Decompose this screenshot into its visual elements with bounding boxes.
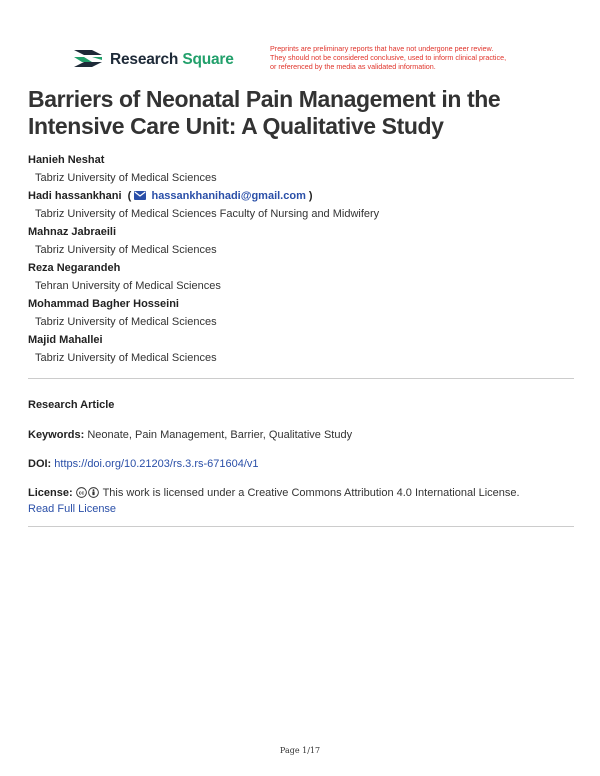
author-name: Hadi hassankhani bbox=[28, 190, 122, 202]
divider bbox=[28, 526, 574, 527]
paper-title: Barriers of Neonatal Pain Management in the Intensive Care Unit: A Qualitative Study bbox=[28, 86, 501, 139]
author-affiliation: Tabriz University of Medical Sciences bbox=[35, 172, 217, 184]
svg-text:cc: cc bbox=[78, 490, 85, 497]
author-entry bbox=[28, 331, 578, 367]
author-affiliation: Tabriz University of Medical Sciences bbox=[35, 244, 217, 256]
author-entry bbox=[28, 223, 578, 259]
keywords-label: Keywords: bbox=[28, 429, 85, 441]
author-name: Reza Negarandeh bbox=[28, 262, 121, 274]
author-name-with-email bbox=[28, 187, 578, 205]
author-name: Mahnaz Jabraeili bbox=[28, 226, 117, 238]
keywords bbox=[28, 427, 574, 443]
logo-text bbox=[110, 51, 234, 69]
doi bbox=[28, 456, 574, 472]
author-name: Majid Mahallei bbox=[28, 334, 103, 346]
author-entry bbox=[28, 295, 578, 331]
preprint-notice bbox=[270, 45, 550, 71]
logo-word-square: Square bbox=[182, 51, 234, 68]
page-number: Page 1/17 bbox=[279, 746, 321, 755]
notice-line: or referenced by the media as validated information. bbox=[270, 61, 436, 71]
article-type: Research Article bbox=[28, 399, 115, 411]
notice-line: Preprints are preliminary reports that have not undergone peer review. bbox=[270, 44, 494, 53]
keywords-value: Neonate, Pain Management, Barrier, Qualitative Study bbox=[87, 429, 353, 441]
license bbox=[28, 485, 574, 517]
license-text: This work is licensed under a Creative Commons Attribution 4.0 International License. bbox=[102, 487, 520, 499]
author-list bbox=[28, 151, 578, 367]
author-affiliation: Tabriz University of Medical Sciences bbox=[35, 316, 217, 328]
doi-label: DOI: bbox=[28, 458, 52, 470]
attribution-icon bbox=[88, 487, 99, 498]
license-label: License: bbox=[28, 487, 73, 499]
author-entry bbox=[28, 151, 578, 187]
author-affiliation: Tehran University of Medical Sciences bbox=[35, 280, 221, 292]
notice-line: They should not be considered conclusive, used to inform clinical practice, bbox=[270, 52, 507, 62]
author-name: Mohammad Bagher Hosseini bbox=[28, 298, 179, 310]
research-square-logo bbox=[74, 46, 234, 74]
read-full-license-link[interactable]: Read Full License bbox=[28, 503, 117, 515]
author-affiliation: Tabriz University of Medical Sciences bbox=[35, 352, 217, 364]
doi-link[interactable]: https://doi.org/10.21203/rs.3.rs-671604/v1 bbox=[54, 458, 259, 470]
email-paren-close: ) bbox=[308, 190, 313, 202]
author-name: Hanieh Neshat bbox=[28, 154, 105, 166]
research-square-logo-icon bbox=[74, 48, 102, 72]
author-email-link[interactable]: hassankhanihadi@gmail.com bbox=[151, 190, 306, 202]
mail-icon bbox=[134, 191, 146, 200]
email-paren-open: ( bbox=[124, 190, 132, 202]
divider bbox=[28, 378, 574, 379]
author-affiliation: Tabriz University of Medical Sciences Faculty of Nursing and Midwifery bbox=[35, 208, 380, 220]
logo-word-research: Research bbox=[110, 51, 179, 68]
author-entry bbox=[28, 259, 578, 295]
author-entry bbox=[28, 187, 578, 223]
creative-commons-icon bbox=[76, 487, 87, 498]
